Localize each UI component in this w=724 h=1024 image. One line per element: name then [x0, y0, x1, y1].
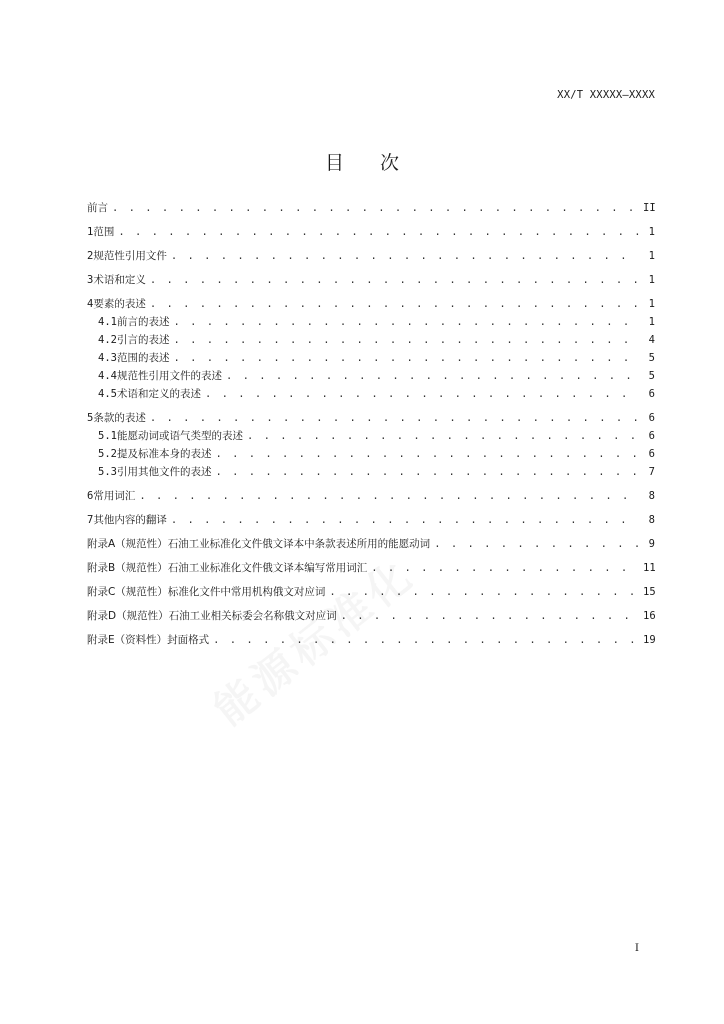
toc-entry-page: 16 [643, 610, 656, 622]
dot-leader [215, 463, 639, 481]
toc-entry-label: 规范性引用文件的表述 [116, 370, 222, 382]
toc-subentry[interactable] [87, 427, 655, 445]
toc-entry-label: 条款的表述 [93, 412, 146, 424]
toc-entry-number: 1 [87, 226, 94, 238]
toc-entry-label: 引言的表述 [116, 334, 170, 346]
toc-entry-page: 1 [648, 316, 655, 328]
toc-entry-page: 5 [648, 352, 655, 364]
dot-leader [112, 199, 639, 217]
toc-entry-label: 术语和定义 [93, 274, 146, 286]
toc-entry[interactable] [87, 487, 655, 505]
toc-entry-label: 范围 [93, 226, 115, 238]
toc-entry-number: 4.3 [98, 352, 117, 364]
toc-entry-page: 6 [648, 448, 655, 460]
toc-entry-page: 1 [648, 226, 655, 238]
toc-entry-page: 5 [648, 370, 655, 382]
appendix-prefix: 附录B（规范性） [87, 562, 168, 574]
dot-leader [150, 271, 639, 289]
dot-leader [150, 295, 639, 313]
appendix-prefix: 附录E（资料性） [87, 634, 168, 646]
toc-appendix-entry[interactable] [87, 631, 655, 649]
toc-entry-number: 6 [87, 490, 94, 502]
toc-entry-number: 3 [87, 274, 94, 286]
toc-entry[interactable] [87, 409, 655, 427]
toc-entry-label: 其他内容的翻译 [93, 514, 167, 526]
document-code: XX/T XXXXX—XXXX [557, 89, 655, 101]
dot-leader [173, 349, 639, 367]
dot-leader [215, 445, 639, 463]
toc-entry-label: 常用词汇 [93, 490, 136, 502]
dot-leader [247, 427, 639, 445]
toc-entry-number: 4.5 [98, 388, 117, 400]
toc-entry[interactable] [87, 271, 655, 289]
toc-entry-number: 4 [87, 298, 94, 310]
toc-entry-label: 石油工业标准化文件俄文译本编写常用词汇 [167, 562, 368, 574]
toc-entry-label: 前言 [87, 202, 108, 214]
toc-entry-label: 术语和定义的表述 [116, 388, 201, 400]
toc-entry-label: 要素的表述 [93, 298, 146, 310]
appendix-prefix: 附录C（规范性） [87, 586, 168, 598]
toc-entry-page: 1 [648, 298, 655, 310]
toc-entry[interactable] [87, 295, 655, 313]
dot-leader [173, 313, 639, 331]
toc-entry-page: 7 [648, 466, 655, 478]
toc-entry-label: 能愿动词或语气类型的表述 [116, 430, 243, 442]
toc-entry-page: 4 [648, 334, 655, 346]
toc-entry-page: 6 [648, 412, 655, 424]
toc-entry-label: 引用其他文件的表述 [116, 466, 212, 478]
toc-entry-number: 2 [87, 250, 94, 262]
toc-entry-number: 4.4 [98, 370, 117, 382]
dot-leader [171, 511, 639, 529]
toc-entry-label: 提及标准本身的表述 [116, 448, 212, 460]
toc-subentry[interactable] [87, 349, 655, 367]
page-number: I [634, 942, 639, 954]
toc-entry-number: 5.1 [98, 430, 117, 442]
toc-subentry[interactable] [87, 367, 655, 385]
toc-entry-label: 石油工业标准化文件俄文译本中条款表述所用的能愿动词 [167, 538, 431, 550]
toc-entry-page: 1 [648, 274, 655, 286]
toc-entry-number: 5.2 [98, 448, 117, 460]
toc-entry-page: 1 [648, 250, 655, 262]
toc-entry-label: 范围的表述 [116, 352, 170, 364]
toc-entry-number: 4.1 [98, 316, 117, 328]
toc-subentry[interactable] [87, 463, 655, 481]
toc-entry-page: 15 [643, 586, 656, 598]
toc-subentry[interactable] [87, 445, 655, 463]
dot-leader [226, 367, 639, 385]
toc-subentry[interactable] [87, 385, 655, 403]
toc-entry-page: 19 [643, 634, 656, 646]
toc-entry[interactable] [87, 511, 655, 529]
toc-entry-number: 4.2 [98, 334, 117, 346]
dot-leader [434, 535, 639, 553]
toc-appendix-entry[interactable] [87, 535, 655, 553]
appendix-prefix: 附录A（规范性） [87, 538, 168, 550]
toc-entry-page: 8 [648, 490, 655, 502]
dot-leader [205, 385, 639, 403]
dot-leader [118, 223, 639, 241]
toc-entry-page: 6 [648, 430, 655, 442]
toc-entry-page: II [643, 202, 656, 214]
dot-leader [173, 331, 639, 349]
toc-subentry[interactable] [87, 331, 655, 349]
dot-leader [139, 487, 639, 505]
toc-entry-label: 石油工业相关标委会名称俄文对应词 [168, 610, 337, 622]
toc-entry-page: 11 [643, 562, 656, 574]
toc-entry-label: 标准化文件中常用机构俄文对应词 [167, 586, 326, 598]
dot-leader [150, 409, 639, 427]
appendix-prefix: 附录D（规范性） [87, 610, 169, 622]
toc-entry-foreword[interactable] [87, 199, 655, 217]
toc-entry-number: 5.3 [98, 466, 117, 478]
toc-entry-label: 前言的表述 [116, 316, 170, 328]
toc-entry-label: 规范性引用文件 [93, 250, 167, 262]
toc-entry-page: 9 [648, 538, 655, 550]
toc-entry-page: 8 [648, 514, 655, 526]
toc-entry-page: 6 [648, 388, 655, 400]
page-title: 目次 [324, 152, 435, 174]
toc-entry-label: 封面格式 [167, 634, 210, 646]
toc-entry-number: 5 [87, 412, 94, 424]
toc-entry[interactable] [87, 223, 655, 241]
dot-leader [171, 247, 639, 265]
toc-entry-number: 7 [87, 514, 94, 526]
toc-entry[interactable] [87, 247, 655, 265]
toc-subentry[interactable] [87, 313, 655, 331]
